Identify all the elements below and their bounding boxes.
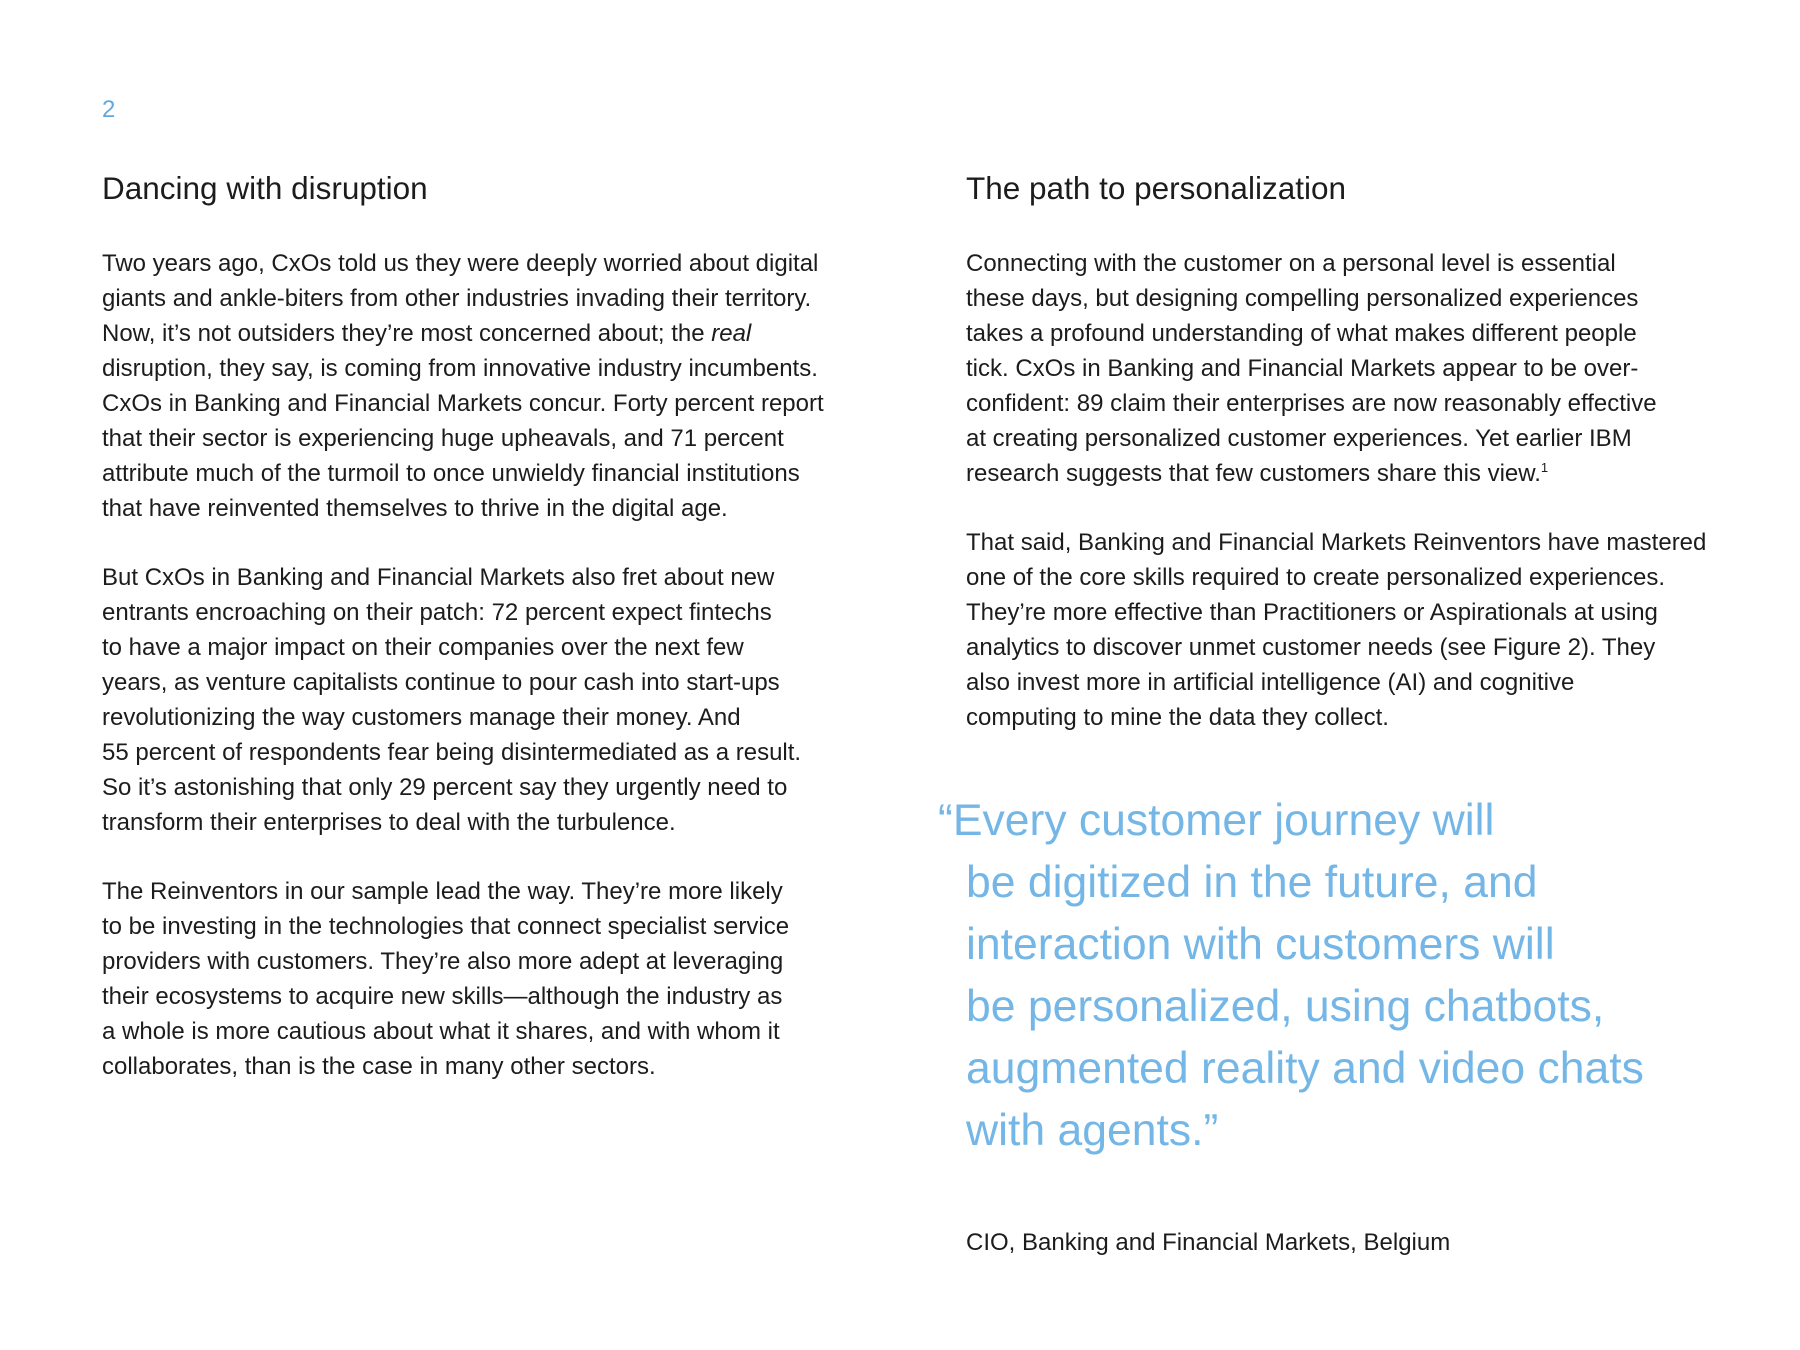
quote-line: with agents.” [966, 1106, 1219, 1155]
text-line: giants and ankle-biters from other industries invading their territory. [102, 284, 812, 312]
text-line: collaborates, than is the case in many other sectors. [102, 1052, 656, 1080]
quote-attribution: CIO, Banking and Financial Markets, Belgium [966, 1229, 1451, 1256]
text-line: providers with customers. They’re also more adept at leveraging [102, 947, 784, 975]
paragraph-2 [102, 560, 872, 840]
emphasis-real: real [711, 319, 752, 347]
text-line: They’re more effective than Practitioners or Aspirationals at using [966, 598, 1658, 626]
text-line: also invest more in artificial intelligence (AI) and cognitive [966, 668, 1575, 696]
text-line: takes a profound understanding of what makes different people [966, 319, 1637, 347]
text-line: But CxOs in Banking and Financial Markets also fret about new [102, 563, 775, 591]
text-line: transform their enterprises to deal with the turbulence. [102, 808, 676, 836]
text-line: their ecosystems to acquire new skills—although the industry as [102, 982, 783, 1010]
text-line: CxOs in Banking and Financial Markets concur. Forty percent report [102, 389, 824, 417]
text-line: That said, Banking and Financial Markets Reinventors have mastered [966, 528, 1707, 556]
quote-line: interaction with customers will [966, 920, 1555, 969]
right-column [966, 170, 1746, 769]
text-line: one of the core skills required to create personalized experiences. [966, 563, 1666, 591]
text-line: The Reinventors in our sample lead the way. They’re more likely [102, 877, 783, 905]
paragraph-3 [102, 874, 872, 1084]
text-line: that have reinvented themselves to thrive in the digital age. [102, 494, 728, 522]
text-line: disruption, they say, is coming from innovative industry incumbents. [102, 354, 818, 382]
text-line: these days, but designing compelling personalized experiences [966, 284, 1639, 312]
text-line: a whole is more cautious about what it shares, and with whom it [102, 1017, 780, 1045]
page-number: 2 [102, 96, 116, 123]
section-heading-personalization: The path to personalization [966, 170, 1346, 206]
text-line: 55 percent of respondents fear being disintermediated as a result. [102, 738, 802, 766]
text-span: research suggests that few customers share this view. [966, 459, 1541, 487]
left-column [102, 170, 872, 1118]
text-line: Two years ago, CxOs told us they were deeply worried about digital [102, 249, 819, 277]
paragraph-1 [102, 246, 872, 526]
text-line: attribute much of the turmoil to once unwieldy financial institutions [102, 459, 800, 487]
text-span: Now, it’s not outsiders they’re most concerned about; the [102, 319, 712, 347]
text-line [102, 316, 872, 351]
text-line: at creating personalized customer experiences. Yet earlier IBM [966, 424, 1632, 452]
quote-line: be personalized, using chatbots, [966, 982, 1605, 1031]
text-line [966, 456, 1746, 491]
text-line: that their sector is experiencing huge upheavals, and 71 percent [102, 424, 784, 452]
text-line: revolutionizing the way customers manage their money. And [102, 703, 741, 731]
text-line: to have a major impact on their companies over the next few [102, 633, 744, 661]
text-line: analytics to discover unmet customer needs (see Figure 2). They [966, 633, 1656, 661]
quote-line: “Every customer journey will [938, 796, 1495, 845]
text-line: entrants encroaching on their patch: 72 percent expect fintechs [102, 598, 772, 626]
text-line: computing to mine the data they collect. [966, 703, 1389, 731]
footnote-marker[interactable]: 1 [1540, 459, 1549, 475]
paragraph-5 [966, 525, 1746, 735]
text-line: years, as venture capitalists continue to pour cash into start-ups [102, 668, 780, 696]
section-heading-disruption: Dancing with disruption [102, 170, 428, 206]
text-line: to be investing in the technologies that connect specialist service [102, 912, 790, 940]
pull-quote [938, 790, 1698, 1162]
text-line: tick. CxOs in Banking and Financial Markets appear to be over- [966, 354, 1639, 382]
text-line: Connecting with the customer on a personal level is essential [966, 249, 1616, 277]
paragraph-4 [966, 246, 1746, 491]
text-line: So it’s astonishing that only 29 percent say they urgently need to [102, 773, 788, 801]
quote-line: augmented reality and video chats [966, 1044, 1644, 1093]
quote-line: be digitized in the future, and [966, 858, 1538, 907]
text-line: confident: 89 claim their enterprises are now reasonably effective [966, 389, 1657, 417]
